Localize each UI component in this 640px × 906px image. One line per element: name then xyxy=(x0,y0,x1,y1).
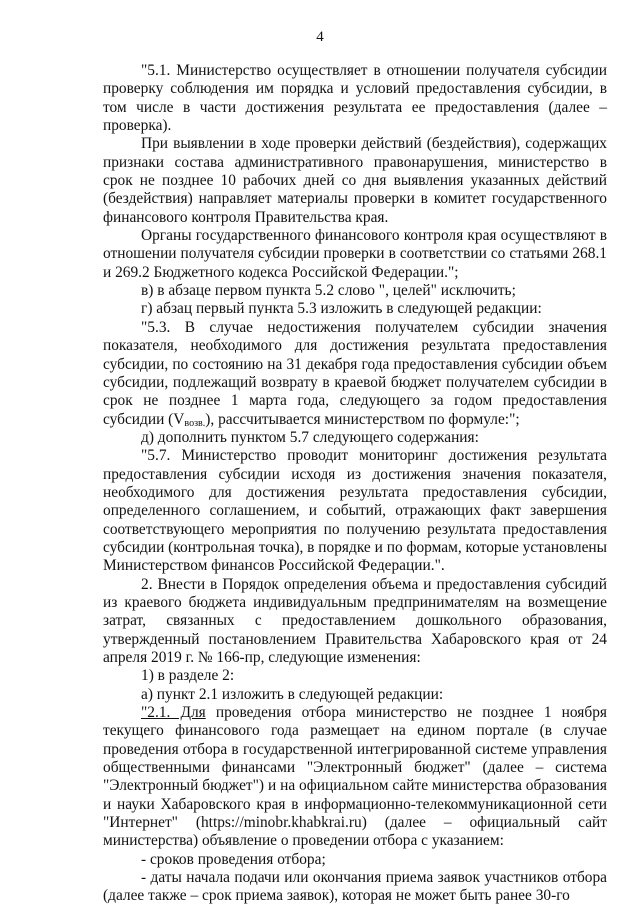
paragraph-5-7: "5.7. Министерство проводит мониторинг достижения результата предоставления субсидии исходя из достижения значения показателя, необходимого для достижения результата предоставления субсидии, определенного соглашением, и событий, отражающих факт завершения соответствующего мероприятия по получению результата предоставления субсидии (контрольная точка), в порядке и по формам, которые установлены Министерством финансов Российской Федерации.". xyxy=(103,447,607,575)
paragraph-item-d: д) дополнить пунктом 5.7 следующего содержания: xyxy=(141,428,479,446)
paragraph-5-1: "5.1. Министерство осуществляет в отношении получателя субсидии проверку соблюдения им порядка и условий предоставления субсидии, в том числе в части достижения результата ее предоставления (далее – проверка). xyxy=(103,62,607,135)
paragraph-2-1-text: проведения отбора министерство не позднее 1 ноября текущего финансового года размещает на едином портале (в случае проведения отбора в государственной интегрированной системе управления общественными финансами "Электронный бюджет" (далее – система "Электронный бюджет") и на официальном сайте министерства образования и науки Хабаровского края в информационно-телекоммуникационной сети "Интернет" (https://minobr.khabkrai.ru) (далее – официальный сайт министерства) объявление о проведении отбора с указанием: xyxy=(103,704,607,850)
paragraph-item-g: г) абзац первый пункта 5.3 изложить в следующей редакции: xyxy=(141,300,542,318)
subscript-vozv: возв. xyxy=(184,417,206,429)
list-item-selection-dates: - сроков проведения отбора; xyxy=(141,850,326,868)
paragraph-2-1 xyxy=(103,704,607,851)
list-item-application-dates: - даты начала подачи или окончания приема заявок участников отбора (далее также – срок приема заявок), которая не может быть ранее 30-го xyxy=(103,869,607,905)
paragraph-5-3 xyxy=(103,319,607,429)
document-body xyxy=(103,62,607,906)
paragraph-item-v: в) в абзаце первом пункта 5.2 слово ", целей" исключить; xyxy=(141,282,516,300)
paragraph-item-1: 1) в разделе 2: xyxy=(141,667,235,685)
page-number: 4 xyxy=(316,29,324,45)
paragraph-section-2: 2. Внести в Порядок определения объема и предоставления субсидий из краевого бюджета индивидуальным предпринимателям на возмещение затрат, связанных с предоставлением дошкольного образования, утвержденный постановлением Правительства Хабаровского края от 24 апреля 2019 г. № 166-пр, следующие изменения: xyxy=(103,575,607,666)
paragraph-2-1-underlined: "2.1. Для xyxy=(141,704,206,722)
paragraph-5-3-tail: ), рассчитывается министерством по формуле:"; xyxy=(205,410,520,428)
paragraph-5-3-text: "5.3. В случае недостижения получателем субсидии значения показателя, необходимого для достижения результата предоставления субсидии, по состоянию на 31 декабря года предоставления субсидии объем субсидии, подлежащий возврату в краевой бюджет получателем субсидии в срок не позднее 1 марта года, следующего за годом предоставления субсидии (V xyxy=(103,318,607,428)
paragraph-violations: При выявлении в ходе проверки действий (бездействия), содержащих признаки состава административного правонарушения, министерство в срок не позднее 10 рабочих дней со дня выявления указанных действий (бездействия) направляет материалы проверки в комитет государственного финансового контроля Правительства края. xyxy=(103,135,607,226)
paragraph-control-bodies: Органы государственного финансового контроля края осуществляют в отношении получателя субсидии проверки в соответствии со статьями 268.1 и 269.2 Бюджетного кодекса Российской Федерации."; xyxy=(103,227,607,281)
paragraph-item-a: а) пункт 2.1 изложить в следующей редакции: xyxy=(141,685,444,703)
